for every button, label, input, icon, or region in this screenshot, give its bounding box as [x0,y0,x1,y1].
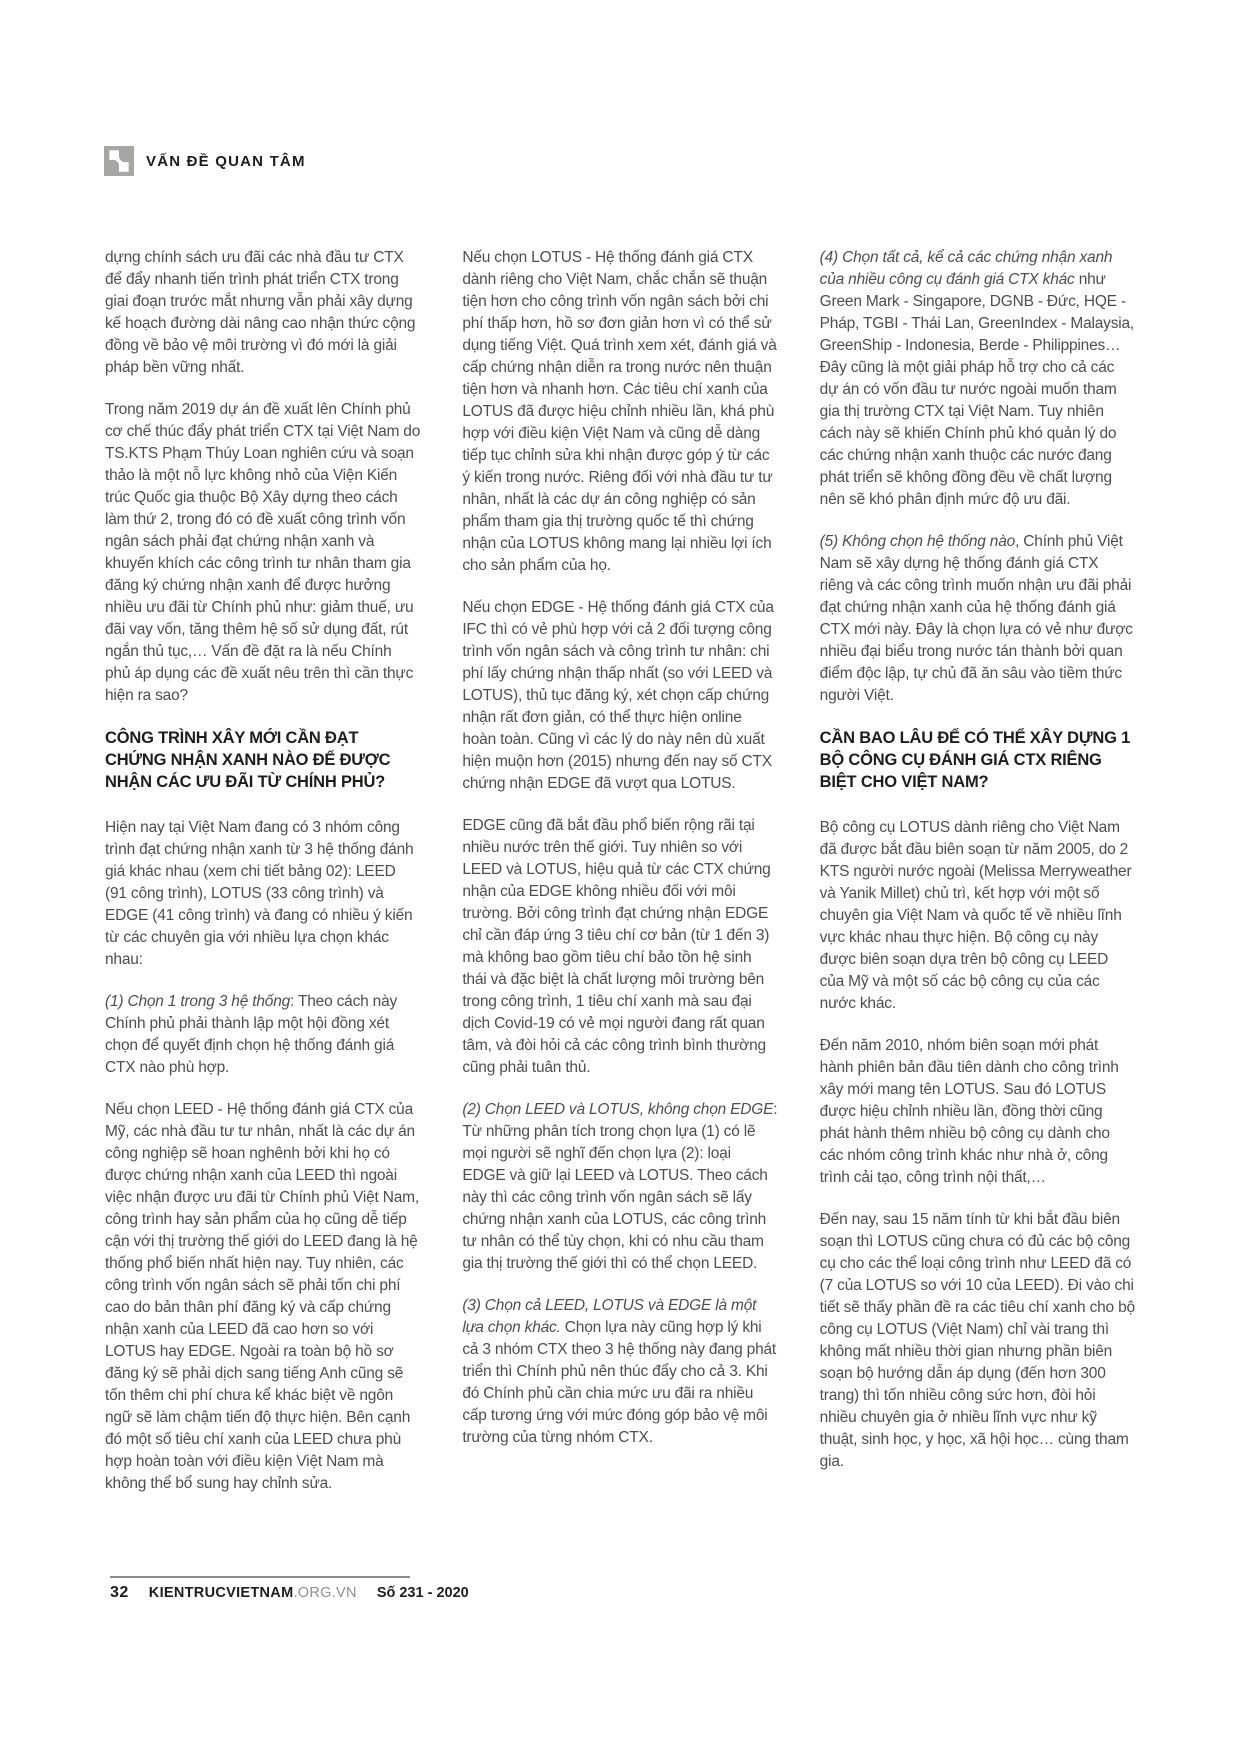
paragraph-lead: (2) Chọn LEED và LOTUS, không chọn EDGE [462,1101,774,1118]
article-columns [105,247,1135,1567]
paragraph-lead: (4) Chọn tất cả, kể cả các chứng nhận xanh của nhiều công cụ đánh giá CTX khác [819,249,1113,288]
paragraph-lead: (1) Chọn 1 trong 3 hệ thống [105,993,291,1010]
site-url [149,1585,357,1601]
body-paragraph: Hiện nay tại Việt Nam đang có 3 nhóm công trình đạt chứng nhận xanh từ 3 hệ thống đánh giá khác nhau (xem chi tiết bảng 02): LEED (91 công trình), LOTUS (33 công trình) và EDGE (41 công trình) và đang có nhiều ý kiến từ các chuyên gia với nhiều lựa chọn khác nhau: [105,819,414,968]
body-paragraph: (2) Chọn LEED và LOTUS, không chọn EDGE: Từ những phân tích trong chọn lựa (1) có lẽ mọi người sẽ nghĩ đến chọn lựa (2): loại EDGE và giữ lại LEED và LOTUS. Theo cách này thì các công trình vốn ngân sách sẽ lấy chứng nhận xanh của LOTUS, các công trình tư nhân có thể tùy chọn, khi có nhu cầu tham gia thị trường thế giới thì có thể chọn LEED. [462,1101,778,1272]
body-paragraph: (3) Chọn cả LEED, LOTUS và EDGE là một lựa chọn khác. Chọn lựa này cũng hợp lý khi cả 3 nhóm CTX theo 3 hệ thống này đang phát triển thì Chính phủ nên thúc đẩy cho cả 3. Khi đó Chính phủ cần chia mức ưu đãi ra nhiều cấp tương ứng với mức đóng góp bảo vệ môi trường của từng nhóm CTX. [462,1297,777,1446]
body-paragraph: Bộ công cụ LOTUS dành riêng cho Việt Nam đã được bắt đầu biên soạn từ năm 2005, do 2 KTS người nước ngoài (Melissa Merryweather và Yanik Millet) chủ trì, kết hợp với một số chuyên gia Việt Nam và quốc tế về nhiều lĩnh vực khác nhau thực hiện. Bộ công cụ này được biên soạn dựa trên bộ công cụ LEED của Mỹ và một số các bộ công cụ của các nước khác. [819,819,1132,1012]
body-paragraph: Đến năm 2010, nhóm biên soạn mới phát hành phiên bản đầu tiên dành cho công trình xây mới mang tên LOTUS. Sau đó LOTUS được hiệu chỉnh nhiều lần, đồng thời cũng phát hành thêm nhiều bộ công cụ dành cho các nhóm công trình khác như nhà ở, công trình cải tạo, công trình nội thất,… [819,1037,1119,1186]
body-paragraph: Nếu chọn EDGE - Hệ thống đánh giá CTX của IFC thì có vẻ phù hợp với cả 2 đối tượng công trình vốn ngân sách và công trình tư nhân: chi phí lấy chứng nhận thấp nhất (so với LEED và LOTUS), thủ tục đăng ký, xét chọn cấp chứng nhận rất đơn giản, có thể thực hiện online hoàn toàn. Cũng vì các lý do này nên dù xuất hiện muộn hơn (2015) nhưng đến nay số CTX chứng nhận EDGE đã vượt qua LOTUS. [462,599,774,792]
body-paragraph: (5) Không chọn hệ thống nào, Chính phủ Việt Nam sẽ xây dựng hệ thống đánh giá CTX riêng và các công trình muốn nhận ưu đãi phải đạt chứng nhận xanh của hệ thống đánh giá CTX mới này. Đây là chọn lựa có vẻ như được nhiều đại biểu trong nước tán thành bởi quan điểm độc lập, tự chủ đã ăn sâu vào tiềm thức người Việt. [819,533,1133,704]
body-paragraph: Trong năm 2019 dự án đề xuất lên Chính phủ cơ chế thúc đẩy phát triển CTX tại Việt Nam do TS.KTS Phạm Thúy Loan nghiên cứu và soạn thảo là một nỗ lực không nhỏ của Viện Kiến trúc Quốc gia thuộc Bộ Xây dựng theo cách làm thứ 2, trong đó có đề xuất công trình vốn ngân sách phải đạt chứng nhận xanh và khuyến khích các công trình tư nhân tham gia đăng ký chứng nhận xanh để được hưởng nhiều ưu đãi từ Chính phủ như: giảm thuế, ưu đãi vay vốn, tăng thêm hệ số sử dụng đất, rút ngắn thủ tục,… Vấn đề đặt ra là nếu Chính phủ áp dụng các đề xuất nêu trên thì cần thực hiện ra sao? [105,401,421,704]
magazine-logo-icon [104,146,134,176]
page-footer [110,1576,469,1603]
article-column-1 [105,247,420,1567]
site-name: KIENTRUCVIETNAM [148,1584,294,1601]
article-column-2 [462,247,777,1567]
body-paragraph: Nếu chọn LOTUS - Hệ thống đánh giá CTX dành riêng cho Việt Nam, chắc chắn sẽ thuận tiện hơn cho công trình vốn ngân sách bởi chi phí thấp hơn, hồ sơ đơn giản hơn vì có thể sử dụng tiếng Việt. Quá trình xem xét, đánh giá và cấp chứng nhận diễn ra trong nước nên thuận tiện hơn và nhanh hơn. Các tiêu chí xanh của LOTUS đã được hiệu chỉnh nhiều lần, khá phù hợp với điều kiện Việt Nam và cũng dễ dàng tiếp tục chỉnh sửa khi nhận được góp ý từ các ý kiến trong nước. Riêng đối với nhà đầu tư tư nhân, nhất là các dự án công nghiệp có sản phẩm tham gia thị trường quốc tế thì chứng nhận của LOTUS không mang lại nhiều lợi ích cho sản phẩm của họ. [462,249,777,574]
section-label: VẤN ĐỀ QUAN TÂM [146,152,306,170]
body-paragraph: (1) Chọn 1 trong 3 hệ thống: Theo cách này Chính phủ phải thành lập một hội đồng xét chọn để quyết định chọn hệ thống đánh giá CTX nào phù hợp. [105,993,398,1076]
page-header [104,146,306,176]
section-heading: CẦN BAO LÂU ĐỂ CÓ THỂ XÂY DỰNG 1 BỘ CÔNG CỤ ĐÁNH GIÁ CTX RIÊNG BIỆT CHO VIỆT NAM? [819,729,1131,791]
article-column-3 [820,247,1135,1567]
body-paragraph: Nếu chọn LEED - Hệ thống đánh giá CTX của Mỹ, các nhà đầu tư tư nhân, nhất là các dự án công nghiệp sẽ hoan nghênh bởi khi họ có được chứng nhận xanh của LEED thì ngoài việc nhận được ưu đãi từ Chính phủ Việt Nam, công trình hay sản phẩm của họ cũng dễ tiếp cận với thị trường thế giới do LEED đang là hệ thống phổ biến nhất hiện nay. Tuy nhiên, các công trình vốn ngân sách sẽ phải tốn chi phí cao do bản thân phí đăng ký và cấp chứng nhận xanh của LEED đã cao hơn so với LOTUS hay EDGE. Ngoài ra toàn bộ hồ sơ đăng ký sẽ phải dịch sang tiếng Anh cũng sẽ tốn thêm chi phí chưa kể khác biệt về ngôn ngữ sẽ làm chậm tiến độ thực hiện. Bên cạnh đó một số tiêu chí xanh của LEED chưa phù hợp hoàn toàn với điều kiện Việt Nam mà không thể bổ sung hay chỉnh sửa. [105,1101,419,1492]
site-domain: .ORG.VN [293,1584,357,1601]
body-paragraph: (4) Chọn tất cả, kể cả các chứng nhận xanh của nhiều công cụ đánh giá CTX khác như Green Mark - Singapore, DGNB - Đức, HQE - Pháp, TGBI - Thái Lan, GreenIndex - Malaysia, GreenShip - Indonesia, Berde - Philippines… Đây cũng là một giải pháp hỗ trợ cho cả các dự án có vốn đầu tư nước ngoài muốn tham gia thị trường CTX tại Việt Nam. Tuy nhiên cách này sẽ khiến Chính phủ khó quản lý do các chứng nhận xanh thuộc các nước đang phát triển sẽ không đồng đều về chất lượng nên sẽ khó phân định mức độ ưu đãi. [819,249,1135,508]
body-paragraph: Đến nay, sau 15 năm tính từ khi bắt đầu biên soạn thì LOTUS cũng chưa có đủ các bộ công cụ cho các thể loại công trình như LEED đã có (7 của LOTUS so với 10 của LEED). Đi vào chi tiết sẽ thấy phần đề ra các tiêu chí xanh cho bộ công cụ LOTUS (Việt Nam) chỉ vài trang thì không mất nhiều thời gian nhưng phần biên soạn bộ hướng dẫn áp dụng (đến hơn 300 trang) thì tốn nhiều công sức hơn, đòi hỏi nhiều chuyên gia ở nhiều lĩnh vực như kỹ thuật, sinh học, y học, xã hội học… cùng tham gia. [819,1211,1135,1470]
issue-number: Số 231 - 2020 [376,1584,469,1601]
body-paragraph: EDGE cũng đã bắt đầu phổ biến rộng rãi tại nhiều nước trên thế giới. Tuy nhiên so với LEED và LOTUS, hiệu quả từ các CTX chứng nhận của EDGE không nhiều đối với môi trường. Bởi công trình đạt chứng nhận EDGE chỉ cần đáp ứng 3 tiêu chí cơ bản (từ 1 đến 3) mà không bao gồm tiêu chí bảo tồn hệ sinh thái và đặc biệt là chất lượng môi trường bên trong công trình, 1 tiêu chí xanh mà sau đại dịch Covid-19 có vẻ mọi người đang rất quan tâm, và đòi hỏi cả các công trình bình thường cũng phải tuân thủ. [462,817,771,1076]
paragraph-lead: (5) Không chọn hệ thống nào [819,533,1016,550]
paragraph-lead: (3) Chọn cả LEED, LOTUS và EDGE là một lựa chọn khác. [462,1297,757,1336]
body-paragraph: dựng chính sách ưu đãi các nhà đầu tư CTX để đẩy nhanh tiến trình phát triển CTX trong giai đoạn trước mắt nhưng vẫn phải xây dựng kế hoạch đường dài nâng cao nhận thức cộng đồng về bảo vệ môi trường vì đó mới là giải pháp bền vững nhất. [105,249,416,376]
section-heading: CÔNG TRÌNH XÂY MỚI CẦN ĐẠT CHỨNG NHẬN XANH NÀO ĐỂ ĐƯỢC NHẬN CÁC ƯU ĐÃI TỪ CHÍNH PHỦ? [105,729,391,791]
page-number: 32 [110,1583,129,1601]
